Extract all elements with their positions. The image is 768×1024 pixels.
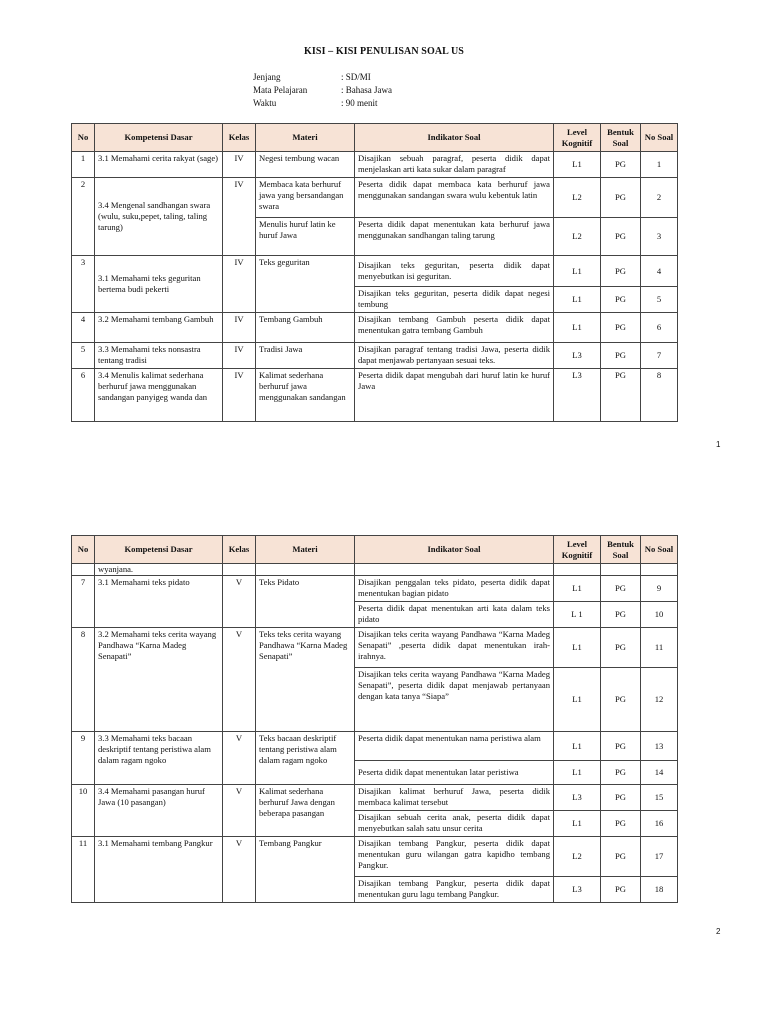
cell-materi: Teks Pidato (256, 576, 355, 628)
header-level: Level Kognitif (554, 536, 601, 564)
cell-nosoal: 17 (641, 837, 678, 877)
cell-kelas: V (223, 837, 256, 903)
cell-bentuk: PG (601, 602, 641, 628)
cell-kd: 3.1 Memahami teks geguritan bertema budi pekerti (95, 256, 223, 313)
cell-level: L3 (554, 369, 601, 422)
cell-materi: Kalimat sederhana berhuruf Jawa dengan beberapa pasangan (256, 785, 355, 837)
cell-materi: Tradisi Jawa (256, 343, 355, 369)
header-bentuk: Bentuk Soal (601, 536, 641, 564)
page-number: 2 (716, 927, 721, 936)
cell-kd: 3.2 Memahami teks cerita wayang Pandhawa “Karna Madeg Senapati” (95, 628, 223, 732)
cell-nosoal: 2 (641, 178, 678, 218)
cell-indikator (355, 564, 554, 576)
table-header-row (72, 536, 678, 564)
header-kompetensi-dasar: Kompetensi Dasar (95, 124, 223, 152)
meta-row-waktu (253, 97, 392, 110)
cell-kelas: IV (223, 152, 256, 178)
cell-level: L1 (554, 628, 601, 668)
header-materi: Materi (256, 124, 355, 152)
cell-nosoal (641, 564, 678, 576)
cell-level: L2 (554, 837, 601, 877)
cell-no: 3 (72, 256, 95, 313)
cell-bentuk: PG (601, 628, 641, 668)
cell-indikator: Peserta didik dapat menentukan nama peristiwa alam (355, 732, 554, 761)
meta-label: Waktu (253, 98, 277, 108)
cell-bentuk (601, 564, 641, 576)
table-header-row (72, 124, 678, 152)
cell-materi (256, 564, 355, 576)
cell-materi: Teks bacaan deskriptif tentang peristiwa alam dalam ragam ngoko (256, 732, 355, 785)
cell-level: L2 (554, 178, 601, 218)
cell-indikator: Disajikan teks geguritan, peserta didik dapat menyebutkan isi geguritan. (355, 256, 554, 287)
cell-kelas: IV (223, 178, 256, 256)
cell-kd: 3.4 Menulis kalimat sederhana berhuruf jawa menggunakan sandangan panyigeg wanda dan (95, 369, 223, 422)
document-title: KISI – KISI PENULISAN SOAL US (304, 46, 464, 57)
header-level: Level Kognitif (554, 124, 601, 152)
table-row (72, 313, 678, 343)
cell-level: L1 (554, 256, 601, 287)
cell-bentuk: PG (601, 178, 641, 218)
table-row (72, 178, 678, 218)
header-bentuk: Bentuk Soal (601, 124, 641, 152)
cell-indikator: Disajikan sebuah paragraf, peserta didik dapat menjelaskan arti kata sukar dalam paragraf (355, 152, 554, 178)
header-materi: Materi (256, 536, 355, 564)
kisi-table-page-1 (71, 123, 678, 422)
cell-level: L1 (554, 761, 601, 785)
cell-indikator: Disajikan kalimat berhuruf Jawa, peserta didik membaca kalimat tersebut (355, 785, 554, 811)
meta-value: : SD/MI (341, 72, 371, 82)
cell-materi: Teks teks cerita wayang Pandhawa “Karna Madeg Senapati” (256, 628, 355, 732)
table-row (72, 369, 678, 422)
kd-text: 3.4 Mengenal sandhangan swara (wulu, suku,pepet, taling, taling tarung) (98, 200, 211, 232)
cell-no: 1 (72, 152, 95, 178)
cell-kelas: IV (223, 256, 256, 313)
kisi-table-page-2 (71, 535, 678, 903)
cell-bentuk: PG (601, 877, 641, 903)
table-row (72, 152, 678, 178)
cell-indikator: Disajikan tembang Pangkur, peserta didik dapat menentukan guru lagu tembang Pangkur. (355, 877, 554, 903)
table-row (72, 732, 678, 761)
table-row (72, 785, 678, 811)
cell-materi: Menulis huruf latin ke huruf Jawa (256, 218, 355, 256)
cell-indikator: Disajikan sebuah cerita anak, peserta didik dapat menyebutkan salah satu unsur cerita (355, 811, 554, 837)
cell-nosoal: 13 (641, 732, 678, 761)
cell-level: L3 (554, 877, 601, 903)
kd-text: 3.1 Memahami cerita rakyat (sage) (98, 153, 219, 163)
cell-no: 7 (72, 576, 95, 628)
cell-kelas: V (223, 732, 256, 785)
cell-kd: 3.3 Memahami teks bacaan deskriptif tentang peristiwa alam dalam ragam ngoko (95, 732, 223, 785)
cell-indikator: Peserta didik dapat menentukan kata berhuruf jawa menggunakan sandhangan taling tarung (355, 218, 554, 256)
cell-no: 10 (72, 785, 95, 837)
header-indikator: Indikator Soal (355, 536, 554, 564)
cell-level (554, 564, 601, 576)
cell-nosoal: 9 (641, 576, 678, 602)
cell-indikator: Peserta didik dapat membaca kata berhuruf jawa menggunakan sandangan swara wulu kebentuk latin (355, 178, 554, 218)
cell-bentuk: PG (601, 785, 641, 811)
cell-kelas: V (223, 628, 256, 732)
table-row (72, 628, 678, 668)
cell-level: L1 (554, 152, 601, 178)
cell-kd: 3.1 Memahami tembang Pangkur (95, 837, 223, 903)
cell-bentuk: PG (601, 152, 641, 178)
cell-kd (95, 178, 223, 256)
meta-value: : 90 menit (341, 98, 378, 108)
cell-kd: 3.4 Memahami pasangan huruf Jawa (10 pasangan) (95, 785, 223, 837)
cell-indikator: Disajikan teks cerita wayang Pandhawa “Karna Madeg Senapati”, peserta didik dapat menjawab pertanyaan dengan kata tanya “Siapa” (355, 668, 554, 732)
cell-kd (95, 152, 223, 178)
page-number: 1 (716, 440, 721, 449)
header-nosoal: No Soal (641, 124, 678, 152)
cell-bentuk: PG (601, 811, 641, 837)
meta-value: : Bahasa Jawa (341, 85, 392, 95)
cell-no: 5 (72, 343, 95, 369)
cell-indikator: Disajikan penggalan teks pidato, peserta didik dapat menentukan bagian pidato (355, 576, 554, 602)
cell-indikator: Disajikan paragraf tentang tradisi Jawa, peserta didik dapat menjawab pertanyaan sesuai teks. (355, 343, 554, 369)
cell-nosoal: 6 (641, 313, 678, 343)
cell-nosoal: 4 (641, 256, 678, 287)
cell-nosoal: 5 (641, 287, 678, 313)
cell-nosoal: 1 (641, 152, 678, 178)
cell-bentuk: PG (601, 287, 641, 313)
cell-kelas (223, 564, 256, 576)
meta-info (253, 71, 392, 110)
cell-kelas: IV (223, 313, 256, 343)
cell-level: L1 (554, 811, 601, 837)
cell-bentuk: PG (601, 256, 641, 287)
cell-kd: wyanjana. (95, 564, 223, 576)
cell-nosoal: 8 (641, 369, 678, 422)
cell-bentuk: PG (601, 732, 641, 761)
cell-bentuk: PG (601, 576, 641, 602)
cell-nosoal: 3 (641, 218, 678, 256)
cell-kd: 3.2 Memahami tembang Gambuh (95, 313, 223, 343)
table-row (72, 343, 678, 369)
cell-bentuk: PG (601, 837, 641, 877)
meta-label: Jenjang (253, 72, 281, 82)
table-row-continuation (72, 564, 678, 576)
cell-bentuk: PG (601, 343, 641, 369)
cell-bentuk: PG (601, 761, 641, 785)
cell-nosoal: 7 (641, 343, 678, 369)
cell-kd: 3.3 Memahami teks nonsastra tentang tradisi (95, 343, 223, 369)
meta-row-mapel (253, 84, 392, 97)
cell-no: 9 (72, 732, 95, 785)
meta-label: Mata Pelajaran (253, 85, 308, 95)
cell-no: 4 (72, 313, 95, 343)
cell-nosoal: 11 (641, 628, 678, 668)
cell-kelas: IV (223, 343, 256, 369)
header-kompetensi-dasar: Kompetensi Dasar (95, 536, 223, 564)
cell-materi: Tembang Gambuh (256, 313, 355, 343)
cell-indikator: Peserta didik dapat mengubah dari huruf latin ke huruf Jawa (355, 369, 554, 422)
cell-bentuk: PG (601, 668, 641, 732)
cell-indikator: Disajikan teks cerita wayang Pandhawa “Karna Madeg Senapati” ,peserta didik dapat menentukan irah-irahnya. (355, 628, 554, 668)
cell-indikator: Peserta didik dapat menentukan arti kata dalam teks pidato (355, 602, 554, 628)
cell-bentuk: PG (601, 369, 641, 422)
cell-level: L1 (554, 287, 601, 313)
meta-row-jenjang (253, 71, 392, 84)
cell-materi: Tembang Pangkur (256, 837, 355, 903)
cell-indikator: Disajikan teks geguritan, peserta didik dapat negesi tembung (355, 287, 554, 313)
header-no: No (72, 124, 95, 152)
table-row (72, 256, 678, 287)
cell-level: L2 (554, 218, 601, 256)
header-kelas: Kelas (223, 536, 256, 564)
cell-bentuk: PG (601, 313, 641, 343)
cell-level: L1 (554, 576, 601, 602)
cell-level: L1 (554, 668, 601, 732)
cell-level: L1 (554, 732, 601, 761)
cell-no: 11 (72, 837, 95, 903)
table-row (72, 837, 678, 877)
cell-materi: Membaca kata berhuruf jawa yang bersandangan swara (256, 178, 355, 218)
cell-indikator: Peserta didik dapat menentukan latar peristiwa (355, 761, 554, 785)
cell-kelas: V (223, 785, 256, 837)
cell-level: L3 (554, 785, 601, 811)
cell-materi: Negesi tembung wacan (256, 152, 355, 178)
cell-materi: Teks geguritan (256, 256, 355, 313)
cell-materi: Kalimat sederhana berhuruf jawa menggunakan sandangan (256, 369, 355, 422)
header-no: No (72, 536, 95, 564)
cell-nosoal: 15 (641, 785, 678, 811)
cell-kd: 3.1 Memahami teks pidato (95, 576, 223, 628)
cell-level: L 1 (554, 602, 601, 628)
header-kelas: Kelas (223, 124, 256, 152)
cell-no (72, 564, 95, 576)
cell-kelas: IV (223, 369, 256, 422)
cell-level: L3 (554, 343, 601, 369)
cell-indikator: Disajikan tembang Pangkur, peserta didik dapat menentukan guru wilangan gatra kapidho tembang Pangkur. (355, 837, 554, 877)
cell-bentuk: PG (601, 218, 641, 256)
cell-kelas: V (223, 576, 256, 628)
cell-no: 8 (72, 628, 95, 732)
header-nosoal: No Soal (641, 536, 678, 564)
cell-indikator: Disajikan tembang Gambuh peserta didik dapat menentukan gatra tembang Gambuh (355, 313, 554, 343)
cell-nosoal: 14 (641, 761, 678, 785)
cell-nosoal: 16 (641, 811, 678, 837)
table-row (72, 576, 678, 602)
cell-nosoal: 18 (641, 877, 678, 903)
cell-nosoal: 12 (641, 668, 678, 732)
cell-level: L1 (554, 313, 601, 343)
cell-nosoal: 10 (641, 602, 678, 628)
header-indikator: Indikator Soal (355, 124, 554, 152)
cell-no: 2 (72, 178, 95, 256)
cell-no: 6 (72, 369, 95, 422)
